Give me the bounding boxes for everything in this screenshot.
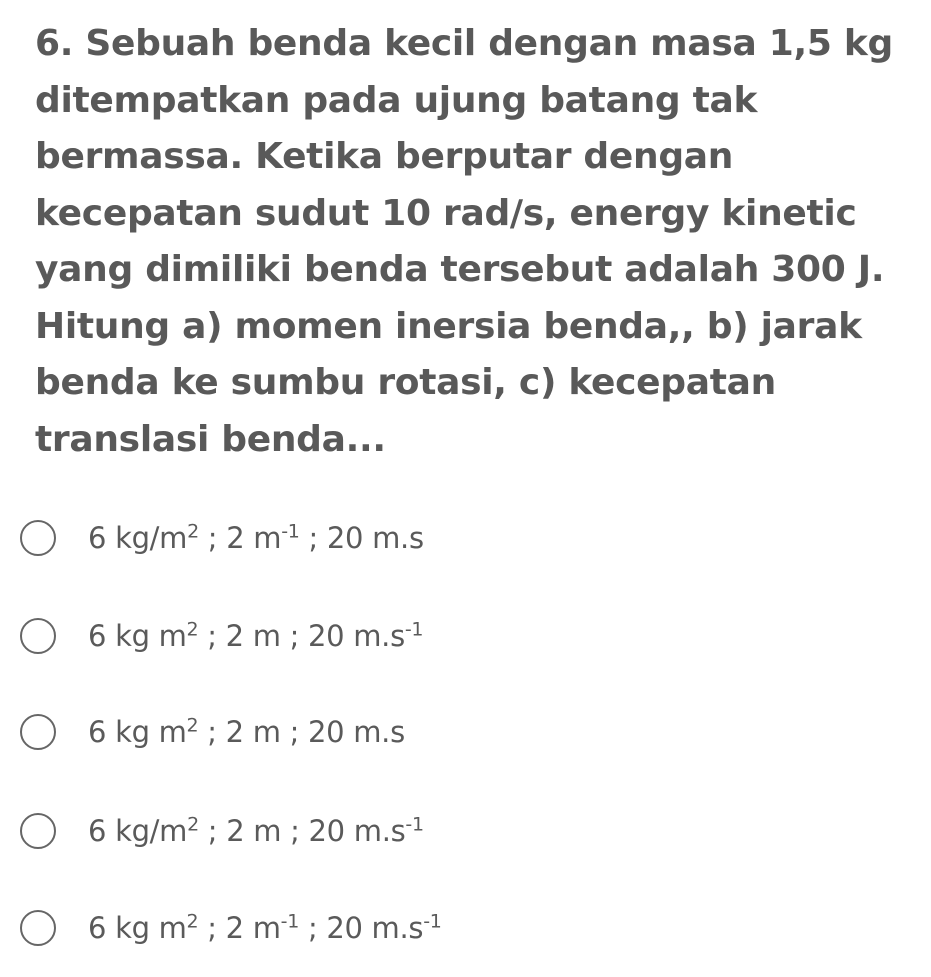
option-text-segment: ; 20 m.s — [299, 911, 424, 945]
option-text-segment: ; 2 m — [198, 911, 281, 945]
question-text: 6. Sebuah benda kecil dengan masa 1,5 kg ditempatkan pada ujung batang tak bermassa. Ketika berputar dengan kecepatan sudut 10 rad/s, energy kinetic yang dimiliki benda tersebut adalah 300 J. Hitung a) momen inersia benda,, b) jarak benda ke sumbu rotasi, c) kecepatan translasi benda... — [35, 23, 893, 460]
option-text-segment: 6 kg m — [88, 911, 187, 945]
radio-button-icon[interactable] — [20, 714, 56, 750]
radio-button-icon[interactable] — [20, 910, 56, 946]
exponent: -1 — [404, 618, 424, 641]
option-text-segment: ; 2 m ; 20 m.s — [198, 715, 405, 749]
answer-option-c[interactable] — [20, 707, 900, 757]
exponent: 2 — [186, 618, 199, 641]
option-label — [88, 521, 424, 555]
answer-option-a[interactable] — [20, 513, 900, 563]
exponent: 2 — [186, 910, 199, 933]
option-text-segment: 6 kg m — [88, 715, 187, 749]
option-label — [88, 911, 442, 945]
exponent: 2 — [186, 714, 199, 737]
answer-option-d[interactable] — [20, 806, 900, 856]
answer-option-b[interactable] — [20, 611, 900, 661]
option-text-segment: ; 20 m.s — [299, 521, 424, 555]
option-text-segment: ; 2 m ; 20 m.s — [198, 814, 406, 848]
exponent: -1 — [280, 910, 300, 933]
option-text-segment: 6 kg m — [88, 619, 187, 653]
exponent: 2 — [187, 813, 199, 836]
option-label — [88, 715, 405, 749]
option-text-segment: 6 kg/m — [88, 814, 188, 848]
answer-option-e[interactable] — [20, 903, 900, 953]
exponent: -1 — [405, 813, 424, 836]
option-text-segment: ; 2 m ; 20 m.s — [198, 619, 405, 653]
option-label — [88, 619, 423, 653]
radio-button-icon[interactable] — [20, 520, 56, 556]
exponent: -1 — [281, 520, 300, 543]
exponent: 2 — [187, 520, 199, 543]
radio-button-icon[interactable] — [20, 618, 56, 654]
option-text-segment: 6 kg/m — [88, 521, 188, 555]
option-label — [88, 814, 424, 848]
option-text-segment: ; 2 m — [198, 521, 282, 555]
exponent: -1 — [423, 910, 442, 933]
radio-button-icon[interactable] — [20, 813, 56, 849]
